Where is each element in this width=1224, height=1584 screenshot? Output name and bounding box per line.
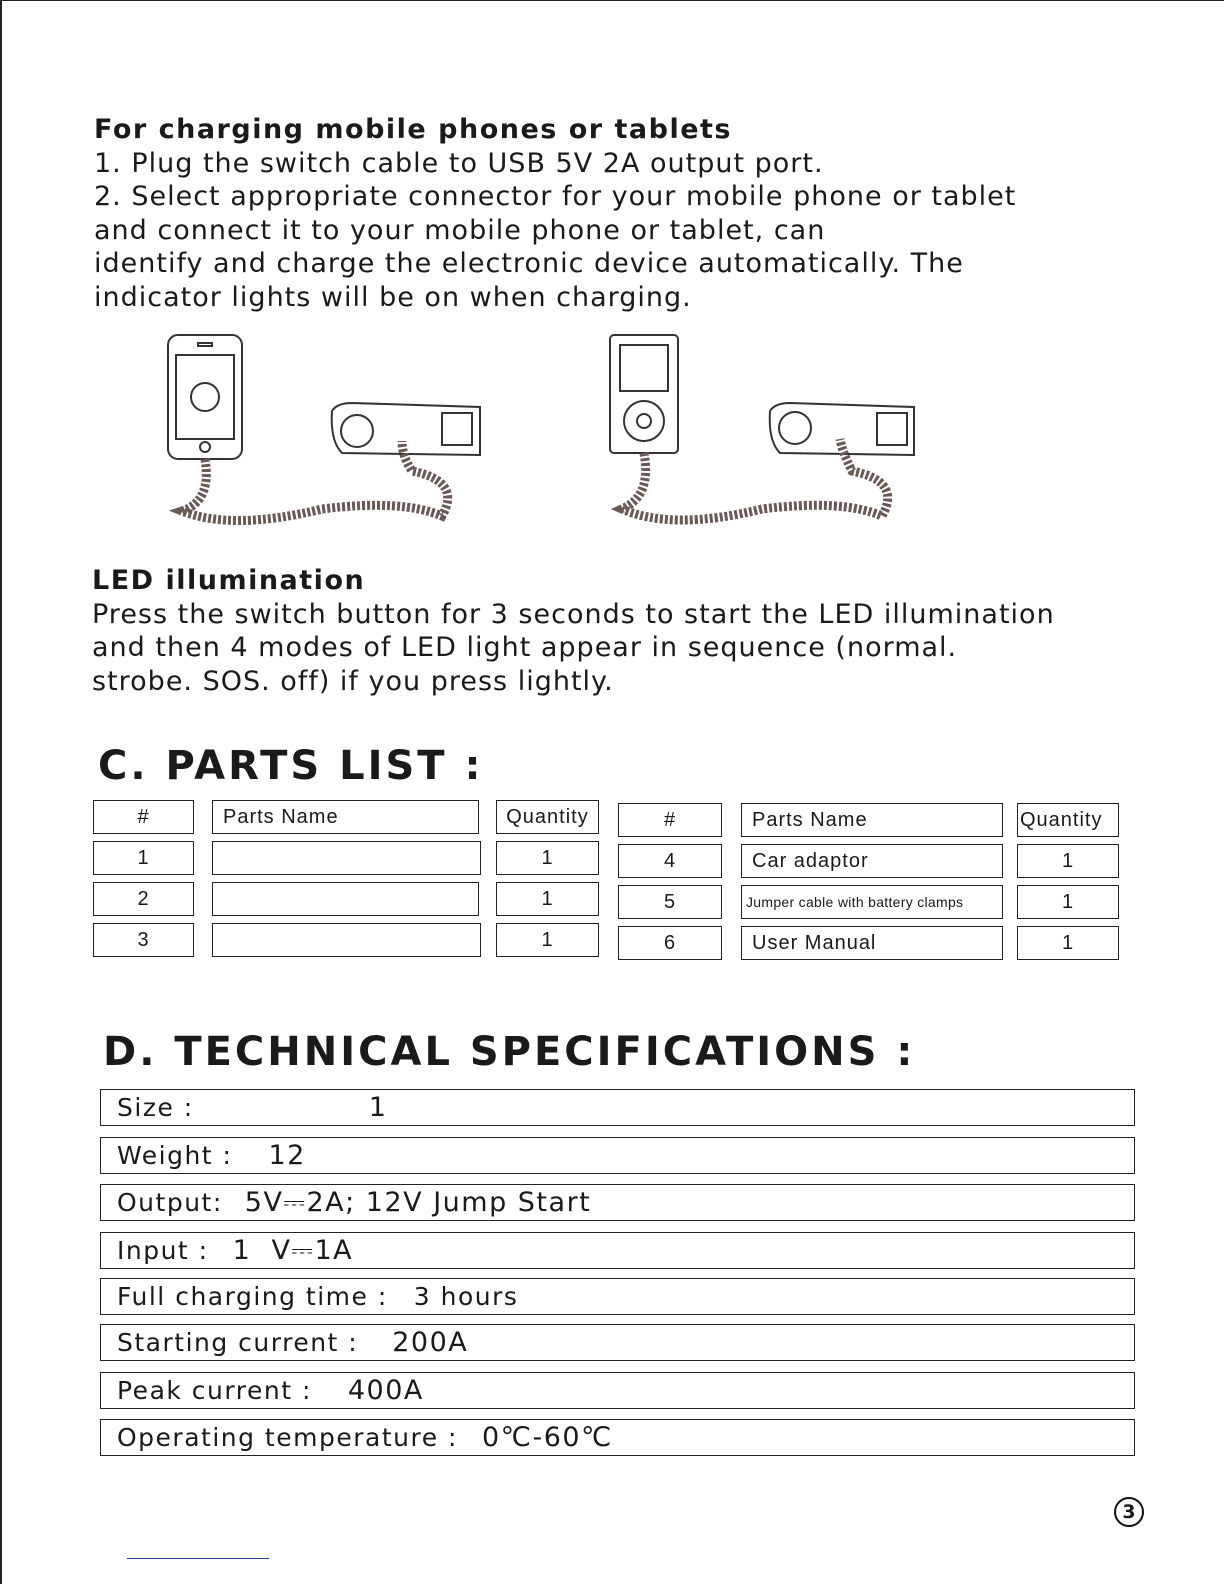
part-number: 1 [93, 841, 194, 875]
spec-value: 12 [268, 1140, 306, 1171]
spec-label: Size : [117, 1093, 194, 1122]
cable-icon [182, 441, 448, 521]
spec-row [100, 1137, 1135, 1174]
part-name: User Manual [741, 926, 1003, 960]
header-quantity: Quantity [496, 800, 599, 834]
power-bank-icon [332, 403, 480, 455]
header-number: # [93, 800, 194, 834]
part-number: 2 [93, 882, 194, 916]
spec-value: 5V⎓2A; 12V Jump Start [244, 1186, 592, 1218]
spec-value: 3 hours [413, 1282, 519, 1311]
specs-heading: D. TECHNICAL SPECIFICATIONS : [103, 1029, 916, 1075]
header-quantity: Quantity [1017, 803, 1119, 837]
spec-row [100, 1324, 1135, 1361]
spec-label: Operating temperature : [117, 1423, 458, 1452]
spec-row [100, 1419, 1135, 1456]
charging-line: identify and charge the electronic device automatically. The [94, 248, 964, 279]
spec-row [100, 1089, 1135, 1126]
led-heading: LED illumination [92, 565, 366, 596]
header-parts-name: Parts Name [741, 803, 1003, 837]
part-number: 5 [618, 885, 722, 919]
part-quantity: 1 [496, 882, 599, 916]
led-line: and then 4 modes of LED light appear in sequence (normal. [92, 632, 958, 663]
part-quantity: 1 [496, 923, 599, 957]
charging-line: 1. Plug the switch cable to USB 5V 2A output port. [94, 147, 824, 179]
parts-list-heading: C. PARTS LIST : [98, 743, 484, 789]
led-line: Press the switch button for 3 seconds to start the LED illumination [92, 598, 1055, 630]
charging-heading: For charging mobile phones or tablets [94, 114, 733, 145]
charging-section [94, 113, 1016, 314]
part-number: 4 [618, 844, 722, 878]
charging-line: and connect it to your mobile phone or tablet, can [94, 214, 826, 246]
spec-row [100, 1372, 1135, 1409]
spec-value: 200A [392, 1327, 469, 1358]
part-name [212, 923, 481, 957]
part-number: 6 [618, 926, 722, 960]
part-name: Car adaptor [741, 844, 1003, 878]
spec-label: Starting current : [117, 1328, 359, 1357]
charging-illustration [152, 331, 952, 541]
spec-row [100, 1232, 1135, 1269]
part-quantity: 1 [1017, 885, 1119, 919]
part-name [212, 882, 479, 916]
part-quantity: 1 [1017, 844, 1119, 878]
spec-label: Weight : [117, 1141, 233, 1170]
media-player-icon [610, 335, 678, 453]
part-number: 3 [93, 923, 194, 957]
spec-row [100, 1184, 1135, 1221]
spec-label: Peak current : [117, 1376, 312, 1405]
header-parts-name: Parts Name [212, 800, 479, 834]
part-name [212, 841, 481, 875]
spec-label: Output: [117, 1188, 223, 1217]
led-line: strobe. SOS. off) if you press lightly. [92, 665, 614, 697]
spec-value: 400A [347, 1375, 424, 1406]
spec-value: 1 [368, 1092, 388, 1123]
charging-line: indicator lights will be on when charging. [94, 281, 692, 313]
spec-label: Input : [117, 1236, 209, 1265]
part-name: Jumper cable with battery clamps [741, 885, 1003, 919]
footer-line [127, 1558, 269, 1559]
part-quantity: 1 [496, 841, 599, 875]
phone-icon [168, 335, 242, 459]
spec-value: 0℃-60℃ [481, 1422, 613, 1453]
charging-line: 2. Select appropriate connector for your mobile phone or tablet [94, 181, 1017, 212]
header-number: # [618, 803, 722, 837]
page-number: 3 [1114, 1497, 1144, 1527]
part-quantity: 1 [1017, 926, 1119, 960]
spec-value: 1 V⎓1A [232, 1234, 354, 1266]
spec-row [100, 1278, 1135, 1315]
spec-label: Full charging time : [117, 1282, 388, 1311]
cable-icon [622, 439, 888, 520]
led-section [92, 564, 1055, 698]
